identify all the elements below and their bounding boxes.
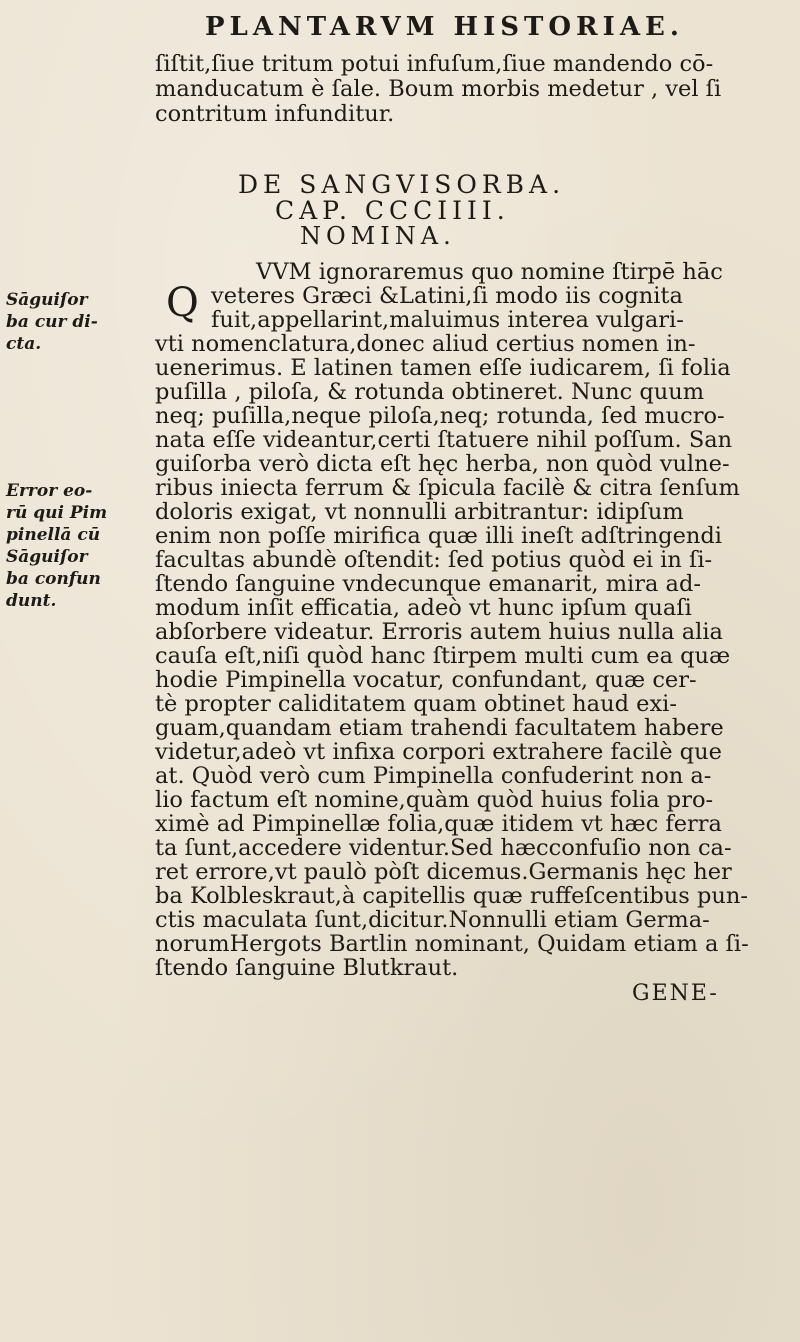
- margin-note-2-line-6: dunt.: [6, 591, 57, 611]
- margin-note-2-line-5: ba confun: [6, 569, 101, 589]
- body-line-30: ſtendo ſanguine Blutkraut.: [155, 955, 459, 981]
- body-line-14: ſtendo ſanguine vndecunque emanarit, mira ad-: [155, 571, 701, 597]
- margin-note-2-line-3: pinellā cū: [6, 525, 101, 545]
- body-line-19: tè propter caliditatem quam obtinet haud exi-: [155, 691, 677, 717]
- body-line-21: videtur,adeò vt infixa corpori extrahere facilè que: [155, 739, 722, 765]
- body-line-26: ret errore,vt paulò pòſt dicemus.Germanis hęc her: [155, 859, 732, 885]
- body-line-2: veteres Græci &Latini,ſi modo iis cognita: [211, 283, 683, 309]
- top-line-3: contritum infunditur.: [155, 101, 395, 127]
- body-line-5: uenerimus. E latinen tamen eſſe iudicarem, ſi folia: [155, 355, 731, 381]
- drop-capital: Q: [166, 280, 199, 326]
- section-subtitle: NOMINA.: [300, 222, 456, 250]
- body-line-28: ctis maculata ſunt,dicitur.Nonnulli etiam Germa-: [155, 907, 710, 933]
- body-line-3: fuit,appellarint,maluimus interea vulgari-: [211, 307, 684, 333]
- body-line-6: puſilla , piloſa, & rotunda obtineret. Nunc quum: [155, 379, 705, 405]
- margin-note-1-line-1: Sāguiſor: [6, 290, 88, 310]
- margin-note-1-line-3: cta.: [6, 334, 42, 354]
- chapter-heading: CAP. CCCIIII.: [275, 196, 510, 225]
- margin-note-1-line-2: ba cur di-: [6, 312, 98, 332]
- top-line-2: manducatum è ſale. Boum morbis medetur , vel ſi: [155, 76, 722, 102]
- body-line-7: neq; puſilla,neque piloſa,neq; rotunda, ſed mucro-: [155, 403, 725, 429]
- running-head: PLANTARVM HISTORIAE.: [205, 12, 684, 42]
- body-line-15: modum inſit efficatia, adeò vt hunc ipſum quaſi: [155, 595, 692, 621]
- body-line-10: ribus iniecta ferrum & ſpicula facilè & citra ſenſum: [155, 475, 740, 501]
- margin-note-2-line-2: rū qui Pim: [6, 503, 108, 523]
- body-line-25: ta ſunt,accedere videntur.Sed hæcconfuſio non ca-: [155, 835, 732, 861]
- body-line-22: at. Quòd verò cum Pimpinella confuderint non a-: [155, 763, 712, 789]
- body-line-13: facultas abundè oſtendit: ſed potius quòd ei in ſi-: [155, 547, 713, 573]
- body-line-11: doloris exigat, vt nonnulli arbitrantur: idipſum: [155, 499, 684, 525]
- body-line-18: hodie Pimpinella vocatur, confundant, quæ cer-: [155, 667, 697, 693]
- body-line-16: abſorbere videatur. Erroris autem huius nulla alia: [155, 619, 723, 645]
- body-line-12: enim non poſſe mirifica quæ illi ineſt adſtringendi: [155, 523, 722, 549]
- body-line-1: VVM ignoraremus quo nomine ſtirpē hāc: [256, 259, 723, 285]
- top-line-1: ſiſtit,ſiue tritum potui infuſum,ſiue mandendo cō-: [155, 51, 714, 77]
- body-line-23: lio factum eſt nomine,quàm quòd huius folia pro-: [155, 787, 714, 813]
- body-line-17: cauſa eſt,niſi quòd hanc ſtirpem multi cum ea quæ: [155, 643, 731, 669]
- catchword: GENE-: [632, 981, 719, 1006]
- section-title: DE SANGVISORBA.: [238, 170, 566, 199]
- body-line-20: guam,quandam etiam trahendi facultatem habere: [155, 715, 724, 741]
- body-line-9: guiſorba verò dicta eſt hęc herba, non quòd vulne-: [155, 451, 730, 477]
- margin-note-2-line-1: Error eo-: [6, 481, 93, 501]
- body-line-4: vti nomenclatura,donec aliud certius nomen in-: [155, 331, 696, 357]
- body-line-8: nata eſſe videantur,certi ſtatuere nihil poſſum. San: [155, 427, 733, 453]
- margin-note-2-line-4: Sāguiſor: [6, 547, 88, 567]
- body-line-29: norumHergots Bartlin nominant, Quidam etiam a ſi-: [155, 931, 749, 957]
- body-line-27: ba Kolbleskraut,à capitellis quæ ruffeſcentibus pun-: [155, 883, 748, 909]
- body-line-24: ximè ad Pimpinellæ folia,quæ itidem vt hæc ferra: [155, 811, 722, 837]
